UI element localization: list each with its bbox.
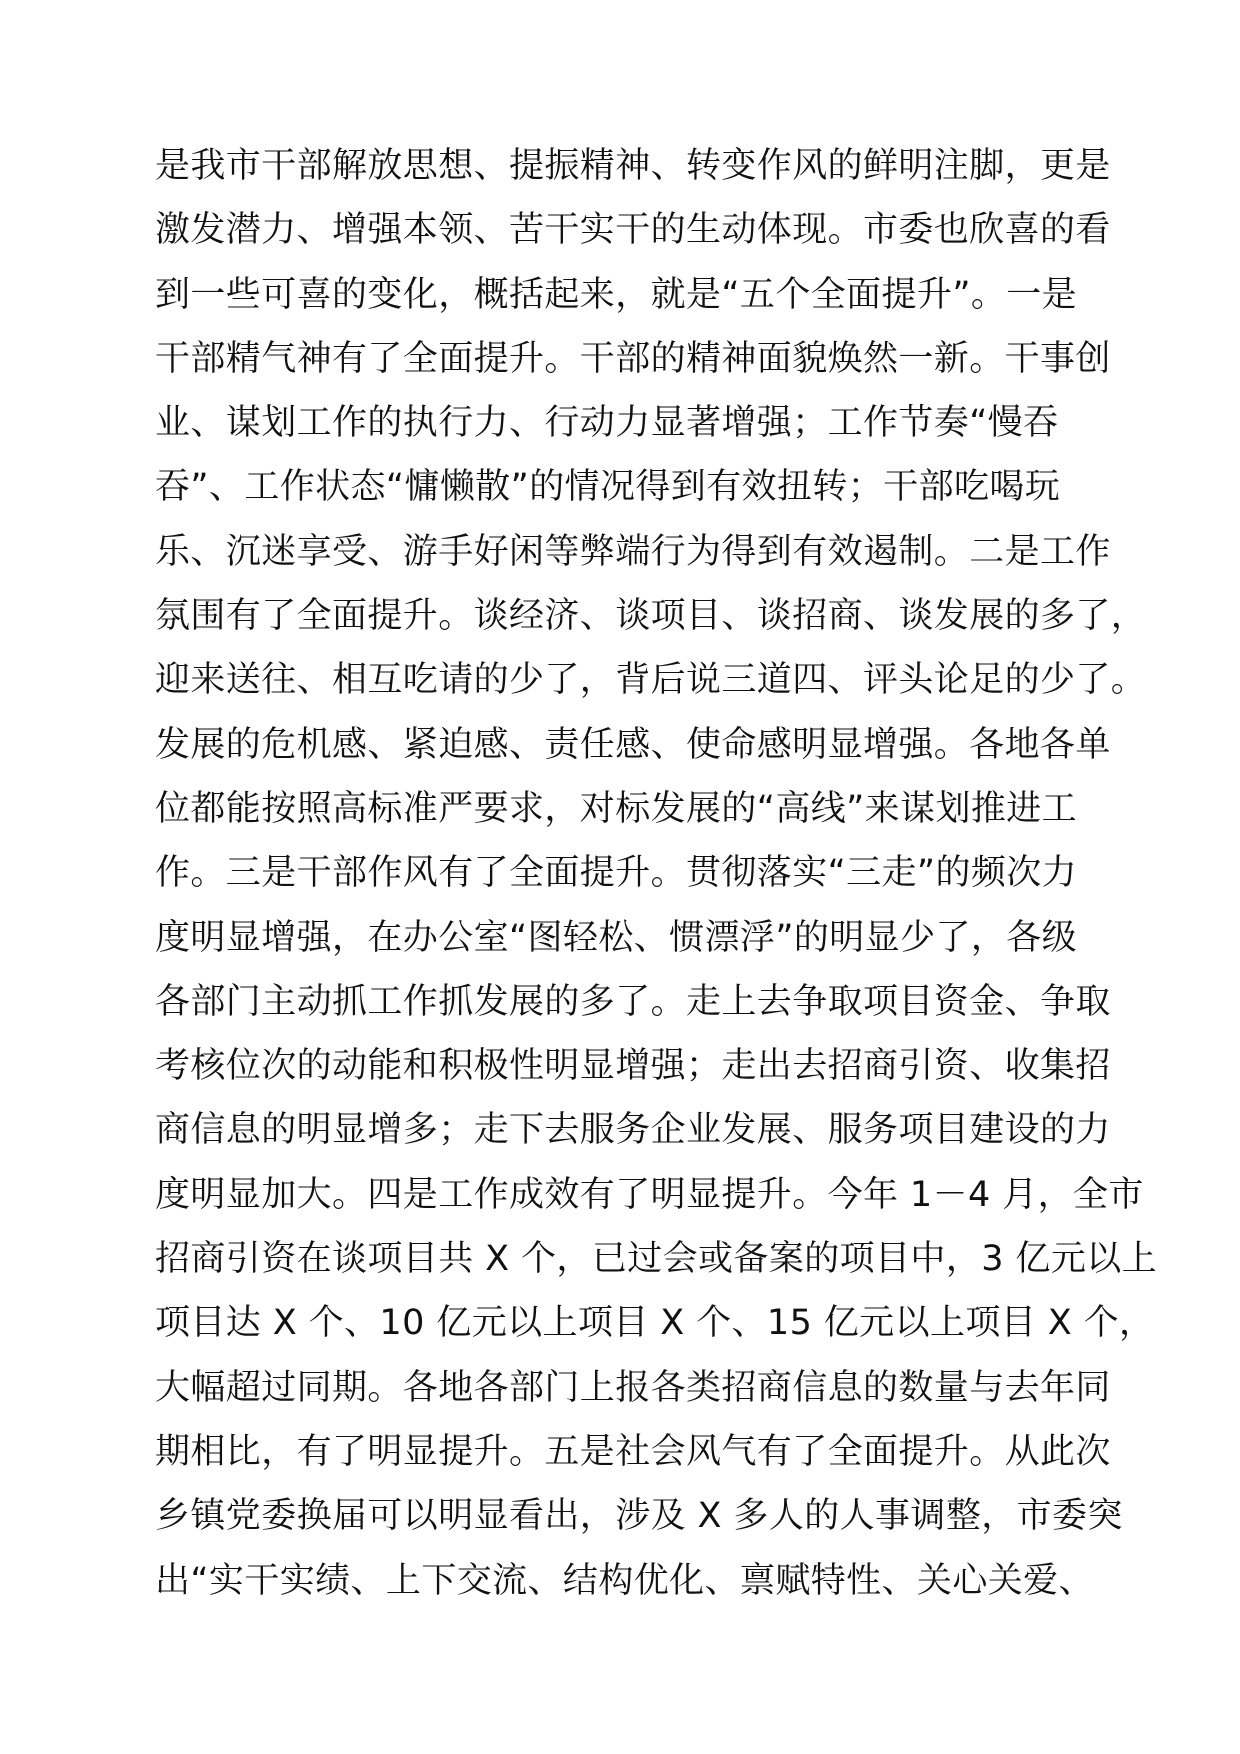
text-line: 乐、沉迷享受、游手好闲等弊端行为得到有效遏制。二是工作 [155, 531, 1111, 572]
text-line: 出“实干实绩、上下交流、结构优化、禀赋特性、关心关爱、 [155, 1560, 1094, 1601]
text-line: 吞”、工作状态“慵懒散”的情况得到有效扭转；干部吃喝玩 [155, 467, 1061, 508]
text-line: 招商引资在谈项目共 X 个，已过会或备案的项目中，3 亿元以上 [155, 1239, 1158, 1280]
text-line: 作。三是干部作风有了全面提升。贯彻落实“三走”的频次力 [155, 853, 1078, 894]
text-line: 激发潜力、增强本领、苦干实干的生动体现。市委也欣喜的看 [155, 210, 1111, 251]
text-line: 是我市干部解放思想、提振精神、转变作风的鲜明注脚，更是 [155, 146, 1111, 186]
text-line: 乡镇党委换届可以明显看出，涉及 X 多人的人事调整，市委突 [155, 1496, 1123, 1537]
text-line: 期相比，有了明显提升。五是社会风气有了全面提升。从此次 [155, 1431, 1111, 1472]
text-line: 业、谋划工作的执行力、行动力显著增强；工作节奏“慢吞 [155, 403, 1059, 444]
text-line: 氛围有了全面提升。谈经济、谈项目、谈招商、谈发展的多了， [155, 596, 1147, 637]
text-line: 度明显增强，在办公室“图轻松、惯漂浮”的明显少了，各级 [155, 917, 1078, 958]
text-line: 考核位次的动能和积极性明显增强；走出去招商引资、收集招 [155, 1046, 1111, 1087]
text-line: 位都能按照高标准严要求，对标发展的“高线”来谋划推进工 [155, 788, 1078, 829]
text-line: 大幅超过同期。各地各部门上报各类招商信息的数量与去年同 [155, 1367, 1111, 1408]
text-line: 度明显加大。四是工作成效有了明显提升。今年 1－4 月，全市 [155, 1174, 1144, 1215]
body-paragraph [155, 134, 1158, 1613]
text-line: 项目达 X 个、10 亿元以上项目 X 个、15 亿元以上项目 X 个， [155, 1303, 1155, 1344]
text-line: 商信息的明显增多；走下去服务企业发展、服务项目建设的力 [155, 1110, 1111, 1151]
text-line: 到一些可喜的变化，概括起来，就是“五个全面提升”。一是 [155, 274, 1078, 315]
text-line: 迎来送往、相互吃请的少了，背后说三道四、评头论足的少了。 [155, 660, 1147, 701]
text-line: 干部精气神有了全面提升。干部的精神面貌焕然一新。干事创 [155, 338, 1111, 379]
text-line: 各部门主动抓工作抓发展的多了。走上去争取项目资金、争取 [155, 981, 1111, 1022]
text-line: 发展的危机感、紧迫感、责任感、使命感明显增强。各地各单 [155, 724, 1111, 765]
